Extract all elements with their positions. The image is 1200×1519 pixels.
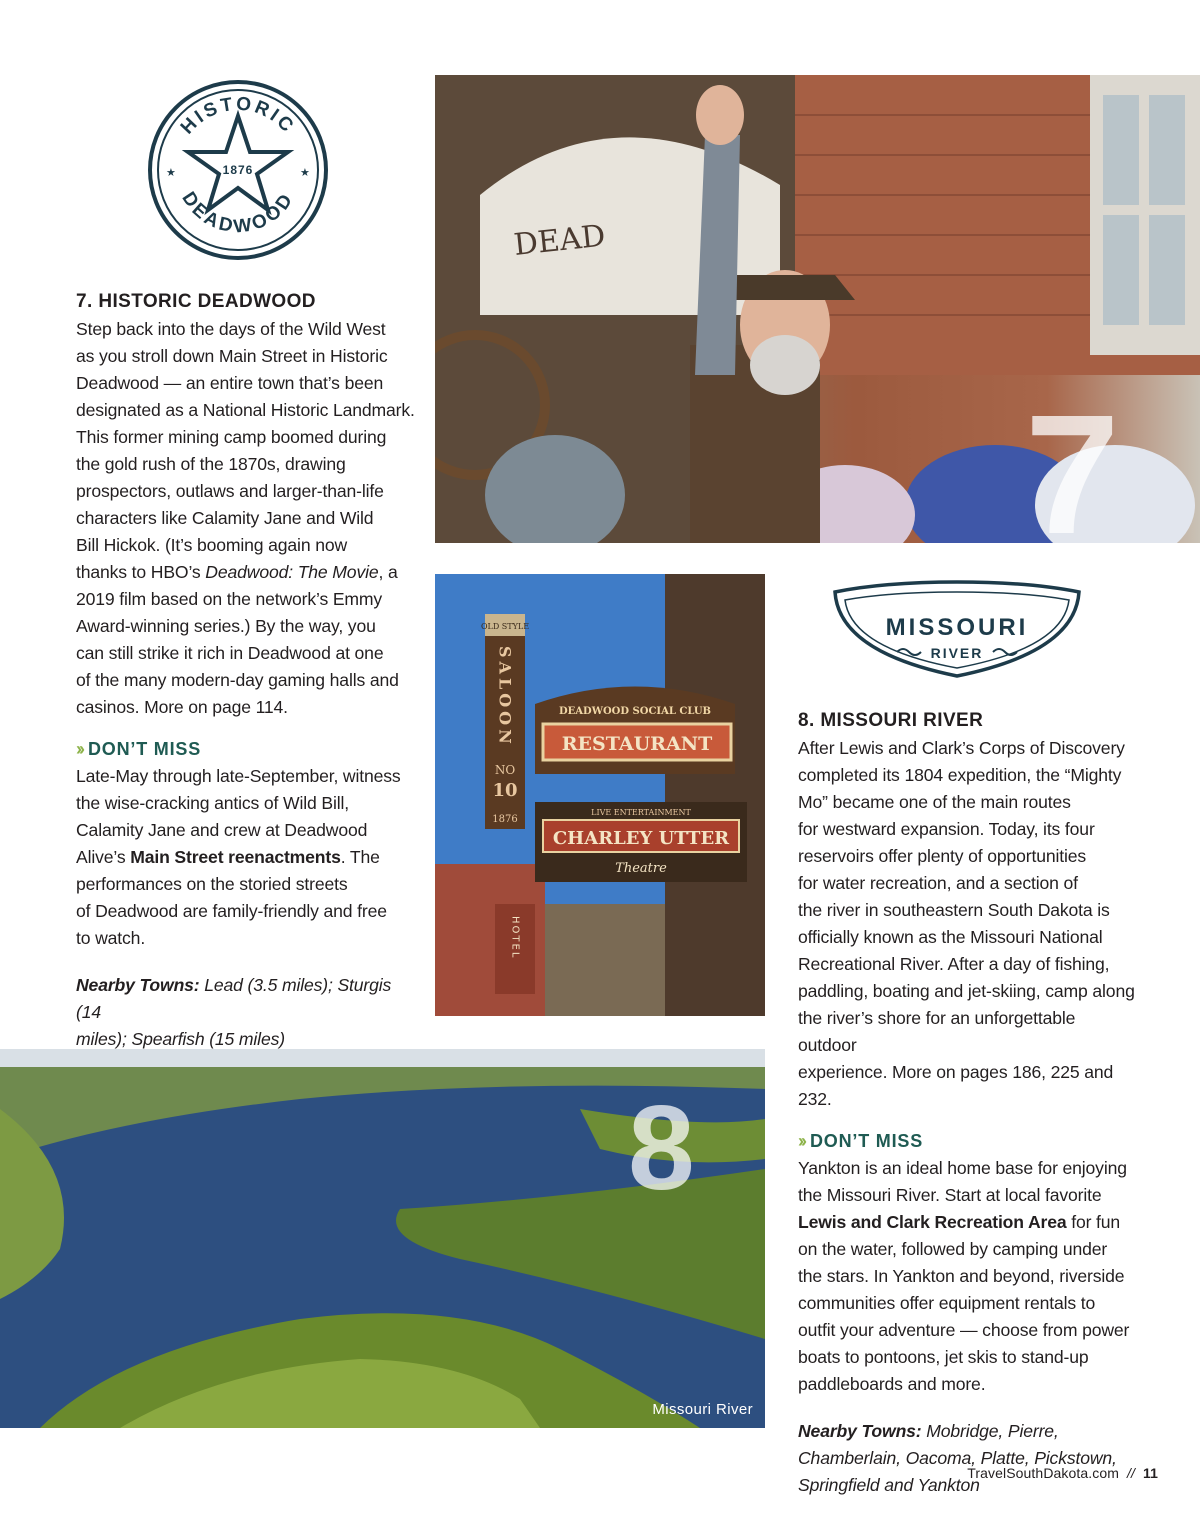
body-line: Recreational River. After a day of fishing, bbox=[798, 954, 1110, 974]
deadwood-signs-photo bbox=[435, 574, 765, 1016]
body-line: Mo” became one of the main routes bbox=[798, 792, 1071, 812]
sign-no: NO bbox=[494, 763, 516, 777]
seal-year: 1876 bbox=[222, 163, 254, 177]
body-line: the stars. In Yankton and beyond, riverside bbox=[798, 1266, 1125, 1286]
body-line: Award-winning series.) By the way, you bbox=[76, 616, 376, 636]
body-text: . The bbox=[340, 847, 380, 867]
body-line: After Lewis and Clark’s Corps of Discovery bbox=[798, 738, 1125, 758]
highlight-text: Lewis and Clark Recreation Area bbox=[798, 1212, 1067, 1232]
body-line: of the many modern-day gaming halls and bbox=[76, 670, 399, 690]
body-line: the gold rush of the 1870s, drawing bbox=[76, 454, 346, 474]
body-line: for westward expansion. Today, its four bbox=[798, 819, 1095, 839]
double-chevron-icon: ›› bbox=[798, 1131, 804, 1151]
body-line: as you stroll down Main Street in Historic bbox=[76, 346, 388, 366]
seal-top-text: HISTORIC bbox=[176, 93, 300, 139]
deadwood-performer-photo bbox=[435, 75, 1200, 543]
body-line: experience. More on pages 186, 225 and 232. bbox=[798, 1062, 1114, 1109]
body-line: the wise-cracking antics of Wild Bill, bbox=[76, 793, 349, 813]
badge-title: MISSOURI bbox=[885, 614, 1029, 641]
nearby-towns-line: miles); Spearfish (15 miles) bbox=[76, 1029, 285, 1049]
sign-club: DEADWOOD SOCIAL CLUB bbox=[559, 706, 711, 717]
sign-saloon: SALOON bbox=[495, 646, 515, 748]
body-line: 2019 film based on the network’s Emmy bbox=[76, 589, 383, 609]
body-line: can still strike it rich in Deadwood at one bbox=[76, 643, 384, 663]
photo-caption: Missouri River bbox=[652, 1401, 753, 1418]
body-line: designated as a National Historic Landmark. bbox=[76, 400, 415, 420]
body-line: This former mining camp boomed during bbox=[76, 427, 387, 447]
body-line: Calamity Jane and crew at Deadwood bbox=[76, 820, 368, 840]
body-line bbox=[76, 559, 416, 586]
body-line: Yankton is an ideal home base for enjoying bbox=[798, 1158, 1127, 1178]
body-line: Step back into the days of the Wild West bbox=[76, 319, 386, 339]
body-line: paddling, boating and jet-skiing, camp along bbox=[798, 981, 1135, 1001]
body-line bbox=[798, 1209, 1138, 1236]
sign-live-entertainment: LIVE ENTERTAINMENT bbox=[591, 808, 691, 817]
movie-title: Deadwood: The Movie bbox=[205, 562, 379, 582]
footer-separator: // bbox=[1127, 1465, 1135, 1481]
body-line: prospectors, outlaws and larger-than-life bbox=[76, 481, 384, 501]
body-line: paddleboards and more. bbox=[798, 1374, 986, 1394]
nearby-towns-line: Chamberlain, Oacoma, Platte, Pickstown, bbox=[798, 1448, 1117, 1468]
badge-subtitle: RIVER bbox=[930, 645, 984, 661]
body-line: the river’s shore for an unforgettable outdoor bbox=[798, 1008, 1076, 1055]
body-line: the Missouri River. Start at local favorite bbox=[798, 1185, 1102, 1205]
nearby-text: Mobridge, Pierre, bbox=[921, 1421, 1059, 1441]
nearby-label: Nearby Towns: bbox=[798, 1421, 922, 1441]
sign-restaurant: RESTAURANT bbox=[561, 733, 713, 755]
section-historic-deadwood bbox=[76, 288, 416, 1053]
nearby-label: Nearby Towns: bbox=[76, 975, 200, 995]
nearby-towns-line: Springfield and Yankton bbox=[798, 1475, 980, 1495]
body-line: to watch. bbox=[76, 928, 146, 948]
body-line: on the water, followed by camping under bbox=[798, 1239, 1108, 1259]
nearby-towns bbox=[798, 1418, 1138, 1445]
sign-theatre: Theatre bbox=[615, 861, 667, 876]
website-link[interactable]: TravelSouthDakota.com bbox=[967, 1465, 1120, 1481]
performer-illustration bbox=[435, 75, 1200, 543]
highlight-text: Main Street reenactments bbox=[130, 847, 341, 867]
body-line: reservoirs offer plenty of opportunities bbox=[798, 846, 1087, 866]
dont-miss-label: DON’T MISS bbox=[88, 739, 202, 759]
historic-deadwood-seal bbox=[146, 78, 330, 262]
body-line: casinos. More on page 114. bbox=[76, 697, 288, 717]
body-line: Deadwood — an entire town that’s been bbox=[76, 373, 384, 393]
body-line: characters like Calamity Jane and Wild bbox=[76, 508, 374, 528]
seal-bottom-text: DEADWOOD bbox=[177, 188, 299, 238]
section-missouri-river bbox=[798, 707, 1138, 1499]
missouri-river-badge bbox=[829, 572, 1085, 682]
sign-hotel: HOTEL bbox=[509, 916, 521, 960]
dont-miss-heading bbox=[76, 735, 416, 763]
body-line: communities offer equipment rentals to bbox=[798, 1293, 1096, 1313]
svg-text:DEAD: DEAD bbox=[512, 218, 608, 263]
body-line: completed its 1804 expedition, the “Mighty bbox=[798, 765, 1122, 785]
nearby-towns bbox=[76, 972, 416, 1026]
section-heading: 8. MISSOURI RIVER bbox=[798, 710, 984, 731]
river-illustration bbox=[0, 1049, 765, 1428]
section-heading: 7. HISTORIC DEADWOOD bbox=[76, 291, 316, 312]
sign-year: 1876 bbox=[492, 814, 518, 825]
sign-old-style: OLD STYLE bbox=[480, 622, 530, 631]
body-line: Late-May through late-September, witness bbox=[76, 766, 401, 786]
nearby-text: Lead (3.5 miles); Sturgis (14 bbox=[76, 975, 392, 1022]
body-line bbox=[76, 844, 416, 871]
body-text: for fun bbox=[1066, 1212, 1121, 1232]
section-number: 7 bbox=[1025, 380, 1120, 543]
body-line: the river in southeastern South Dakota is bbox=[798, 900, 1110, 920]
double-chevron-icon: ›› bbox=[76, 739, 82, 759]
wave-icon bbox=[993, 649, 1017, 655]
page-number: 11 bbox=[1143, 1465, 1158, 1481]
small-star-icon: ★ bbox=[300, 167, 310, 179]
small-star-icon: ★ bbox=[166, 167, 176, 179]
page-footer bbox=[967, 1465, 1158, 1481]
body-line: Bill Hickok. (It’s booming again now bbox=[76, 535, 348, 555]
svg-text:DEADWOOD bbox=[177, 188, 298, 237]
body-line: boats to pontoons, jet skis to stand-up bbox=[798, 1347, 1089, 1367]
body-line: performances on the storied streets bbox=[76, 874, 348, 894]
body-text: thanks to HBO’s bbox=[76, 562, 206, 582]
wave-icon bbox=[897, 649, 921, 655]
section-number: 8 bbox=[628, 1081, 695, 1215]
body-line: for water recreation, and a section of bbox=[798, 873, 1078, 893]
body-line: officially known as the Missouri National bbox=[798, 927, 1103, 947]
dont-miss-heading bbox=[798, 1127, 1138, 1155]
body-text: , a bbox=[378, 562, 398, 582]
sign-charley-utter: CHARLEY UTTER bbox=[552, 828, 730, 849]
missouri-river-photo bbox=[0, 1049, 765, 1428]
dont-miss-label: DON’T MISS bbox=[810, 1131, 924, 1151]
body-line: outfit your adventure — choose from power bbox=[798, 1320, 1130, 1340]
body-line: of Deadwood are family-friendly and free bbox=[76, 901, 387, 921]
body-text: Alive’s bbox=[76, 847, 131, 867]
sign-number: 10 bbox=[492, 780, 518, 801]
saloon-signs-illustration bbox=[435, 574, 765, 1016]
